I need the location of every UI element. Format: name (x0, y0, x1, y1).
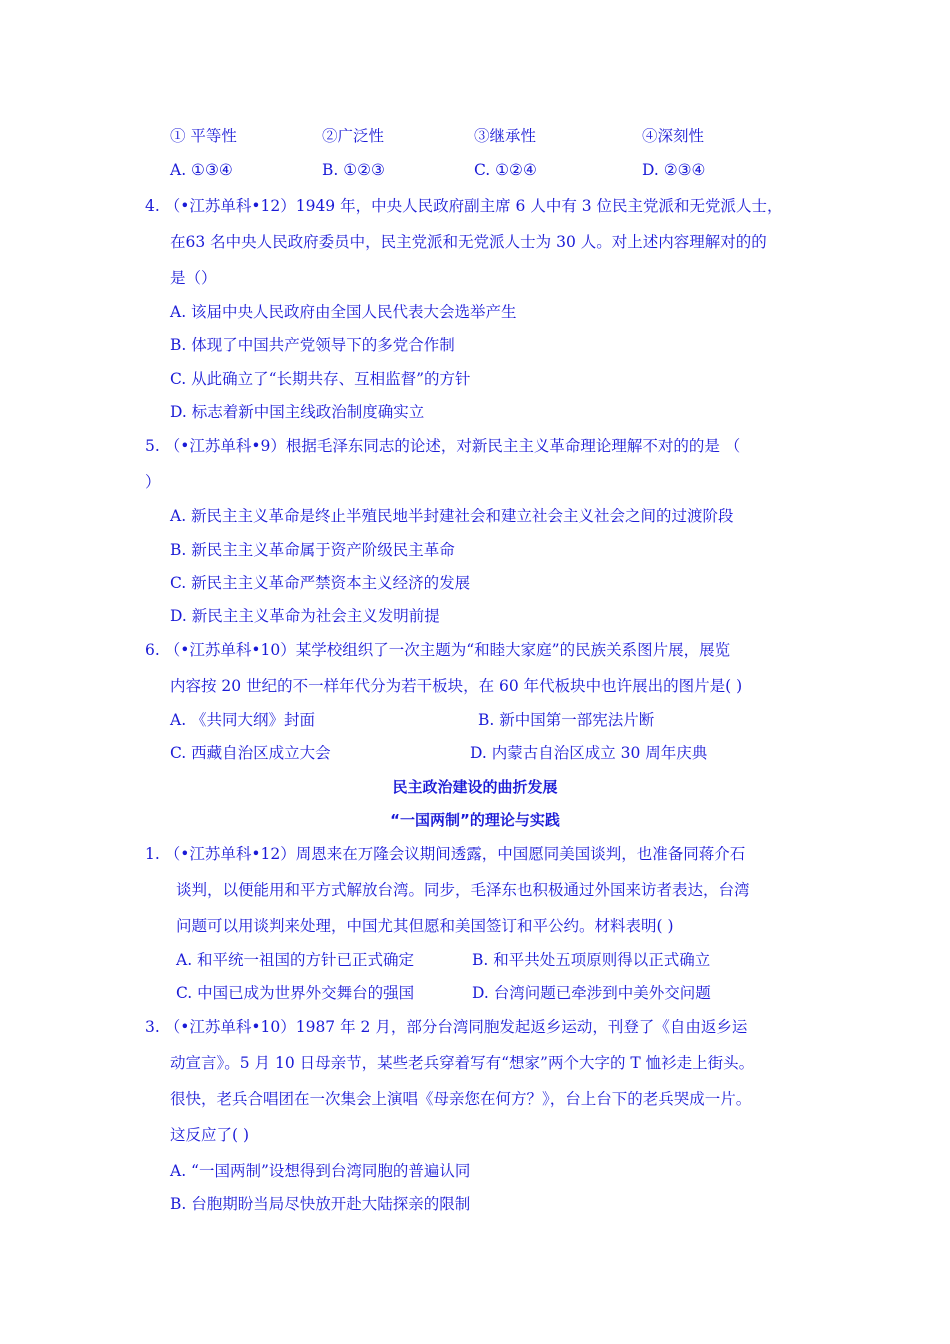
q6-option-a: A. 《共同大纲》封面 (170, 711, 316, 729)
choice-b: B. ①②③ (322, 161, 385, 179)
s3-line-1: 3. （•江苏单科•10）1987 年 2 月，部分台湾同胞发起返乡运动，刊登了《自由返乡运 (145, 1018, 748, 1036)
s3-line-2: 动宣言》。5 月 10 日母亲节，某些老兵穿着写有“想家”两个大字的 T 恤衫走上街头。 (170, 1054, 755, 1072)
s1-option-d: D. 台湾问题已牵涉到中美外交问题 (472, 984, 711, 1002)
q4-option-d: D. 标志着新中国主线政治制度确实立 (170, 403, 425, 421)
choice-a: A. ①③④ (170, 161, 233, 179)
s3-line-4: 这反应了( ) (170, 1126, 250, 1144)
s1-option-a: A. 和平统一祖国的方针已正式确定 (176, 951, 415, 969)
q5-line-2: ） (145, 473, 161, 491)
q5-line-1: 5. （•江苏单科•9）根据毛泽东同志的论述，对新民主主义革命理论理解不对的的是 （ (145, 437, 741, 455)
s3-option-b: B. 台胞期盼当局尽快放开赴大陆探亲的限制 (170, 1195, 471, 1213)
q6-option-b: B. 新中国第一部宪法片断 (478, 711, 655, 729)
option-item-1: ① 平等性 (170, 127, 237, 145)
q5-option-b: B. 新民主主义革命属于资产阶级民主革命 (170, 541, 455, 559)
s3-option-a: A. “一国两制”设想得到台湾同胞的普遍认同 (170, 1162, 471, 1180)
option-item-2: ②广泛性 (322, 127, 385, 145)
s1-option-b: B. 和平共处五项原则得以正式确立 (472, 951, 711, 969)
q4-option-b: B. 体现了中国共产党领导下的多党合作制 (170, 336, 455, 354)
q6-option-c: C. 西藏自治区成立大会 (170, 744, 331, 762)
choice-d: D. ②③④ (642, 161, 706, 179)
s1-line-3: 问题可以用谈判来处理，中国尤其但愿和美国签订和平公约。材料表明( ) (176, 917, 674, 935)
q4-line-2: 在63 名中央人民政府委员中，民主党派和无党派人士为 30 人。对上述内容理解对的的 (170, 233, 767, 251)
q6-line-2: 内容按 20 世纪的不一样年代分为若干板块，在 60 年代板块中也许展出的图片是( ) (170, 677, 743, 695)
choice-c: C. ①②④ (474, 161, 537, 179)
s1-line-1: 1. （•江苏单科•12）周恩来在万隆会议期间透露，中国愿同美国谈判，也准备同蒋介石 (145, 845, 746, 863)
q4-line-3: 是（） (170, 269, 217, 287)
q6-line-1: 6. （•江苏单科•10）某学校组织了一次主题为“和睦大家庭”的民族关系图片展，展览 (145, 641, 731, 659)
option-item-3: ③继承性 (474, 127, 537, 145)
q4-option-c: C. 从此确立了“长期共存、互相监督”的方针 (170, 370, 471, 388)
q5-option-c: C. 新民主主义革命严禁资本主义经济的发展 (170, 574, 471, 592)
option-item-4: ④深刻性 (642, 127, 705, 145)
section-title-1: 民主政治建设的曲折发展 (392, 778, 558, 796)
q4-line-1: 4. （•江苏单科•12）1949 年，中央人民政府副主席 6 人中有 3 位民主党派和无党派人士， (145, 197, 783, 215)
s3-line-3: 很快，老兵合唱团在一次集会上演唱《母亲您在何方？》，台上台下的老兵哭成一片。 (170, 1090, 752, 1108)
q5-option-d: D. 新民主主义革命为社会主义发明前提 (170, 607, 440, 625)
q5-option-a: A. 新民主主义革命是终止半殖民地半封建社会和建立社会主义社会之间的过渡阶段 (170, 507, 734, 525)
q6-option-d: D. 内蒙古自治区成立 30 周年庆典 (470, 744, 708, 762)
section-title-2: “一国两制”的理论与实践 (390, 811, 560, 829)
s1-option-c: C. 中国已成为世界外交舞台的强国 (176, 984, 415, 1002)
q4-option-a: A. 该届中央人民政府由全国人民代表大会选举产生 (170, 303, 517, 321)
s1-line-2: 谈判，以便能用和平方式解放台湾。同步，毛泽东也积极通过外国来访者表达，台湾 (176, 881, 750, 899)
